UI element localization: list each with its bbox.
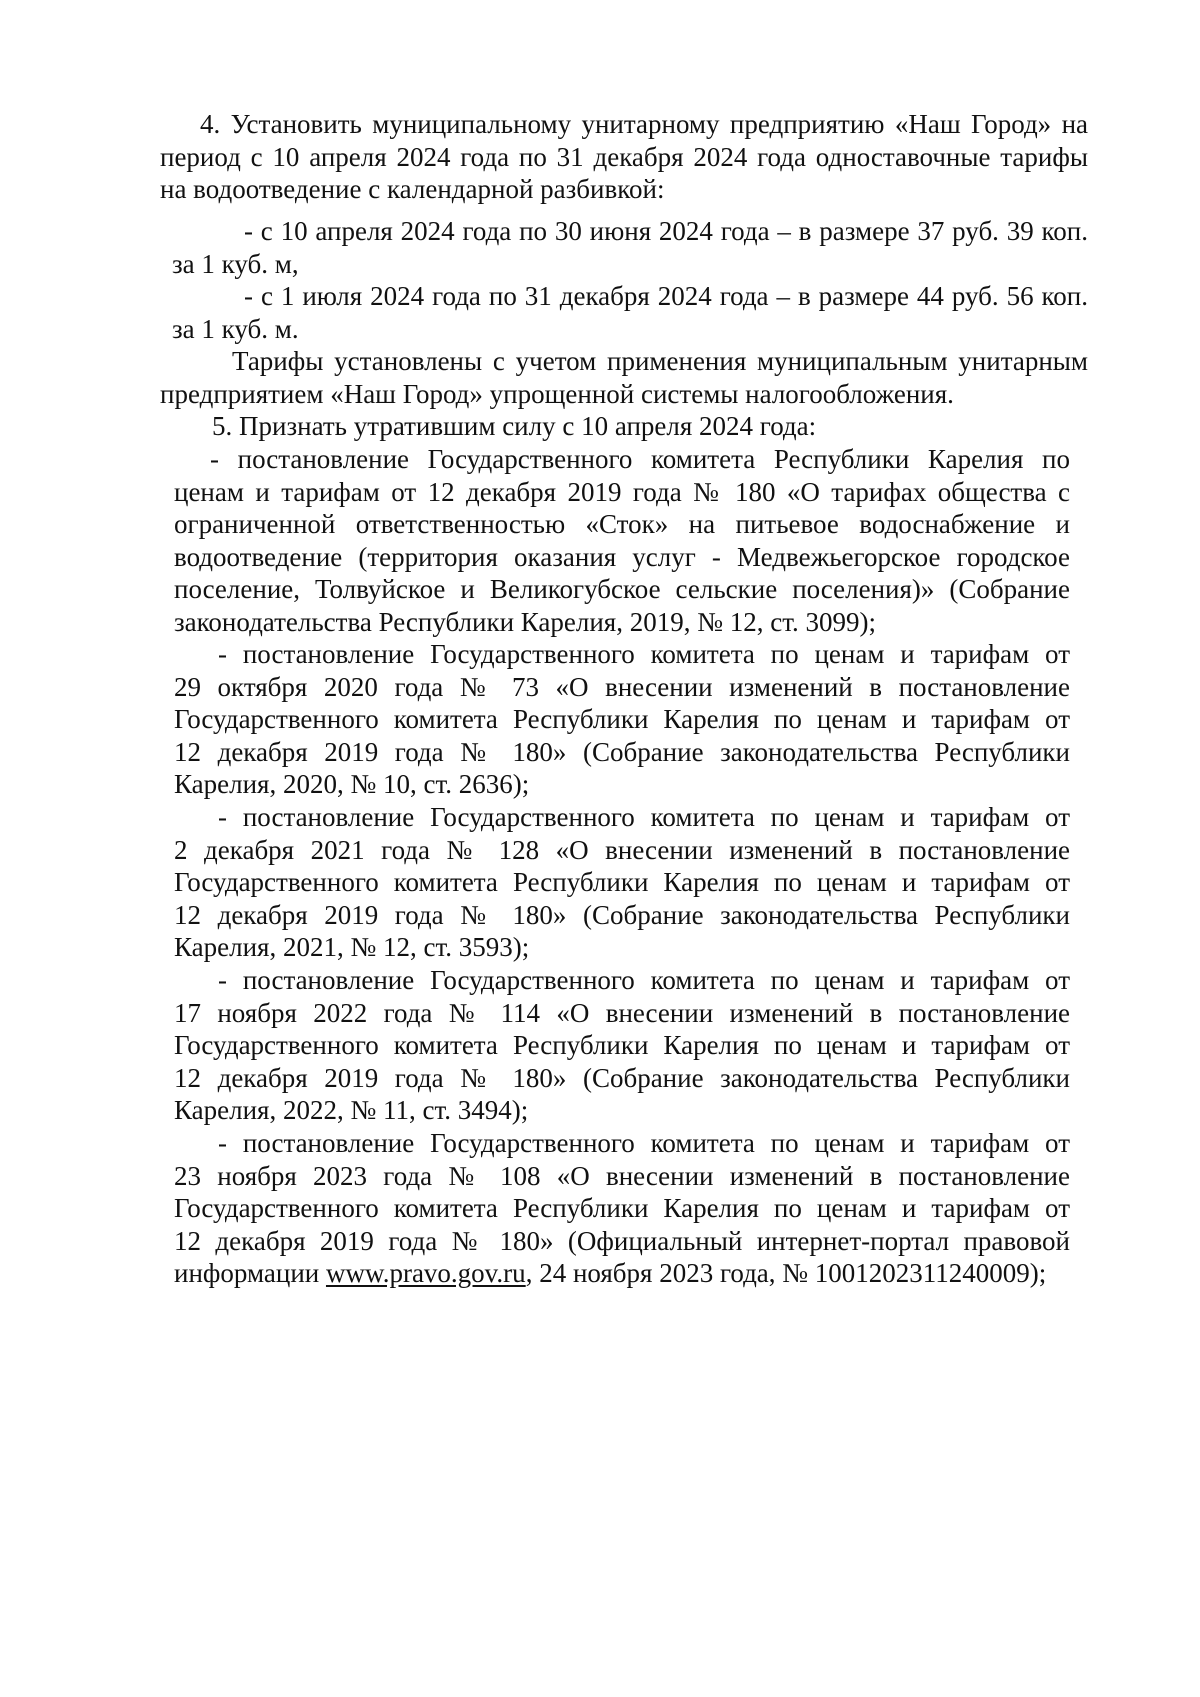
tariff-line: за 1 куб. м. bbox=[172, 313, 299, 344]
item-4-line: период с 10 апреля 2024 года по 31 декабря 2024 года одноставочные тарифы bbox=[160, 141, 1088, 172]
repealed-act-3 bbox=[174, 801, 1070, 964]
act-line: Государственного комитета Республики Карелия по ценам и тарифам от bbox=[174, 867, 1070, 897]
act-line: 12 декабря 2019 года № 180» (Официальный интернет-портал правовой bbox=[174, 1225, 1070, 1256]
act-line: законодательства Республики Карелия, 2019, № 12, ст. 3099); bbox=[174, 606, 876, 637]
act-line: Карелия, 2020, № 10, ст. 2636); bbox=[174, 769, 530, 799]
tax-system-note bbox=[160, 345, 1088, 410]
act-line: поселение, Толвуйское и Великогубское сельские поселения)» (Собрание bbox=[174, 574, 1070, 604]
act-line: - постановление Государственного комитета Республики Карелия по bbox=[210, 444, 1070, 474]
act-line: - постановление Государственного комитета по ценам и тарифам от bbox=[218, 802, 1070, 832]
note-line: Тарифы установлены с учетом применения муниципальным унитарным bbox=[232, 346, 1088, 376]
tariff-period-1 bbox=[172, 215, 1088, 280]
item-5-heading bbox=[212, 410, 1088, 443]
item-4-line: на водоотведение с календарной разбивкой: bbox=[160, 174, 665, 204]
act-line-suffix: , 24 ноября 2023 года, № 1001202311240009); bbox=[525, 1258, 1047, 1288]
act-line: 17 ноября 2022 года № 114 «О внесении изменений в постановление bbox=[174, 997, 1070, 1028]
act-line: Государственного комитета Республики Карелия по ценам и тарифам от bbox=[174, 1030, 1070, 1060]
act-line: ценам и тарифам от 12 декабря 2019 года № 180 «О тарифах общества с bbox=[174, 476, 1070, 507]
act-line: 12 декабря 2019 года № 180» (Собрание законодательства Республики bbox=[174, 736, 1070, 767]
item-4-line: 4. Установить муниципальному унитарному предприятию «Наш Город» на bbox=[200, 109, 1088, 139]
act-line: Государственного комитета Республики Карелия по ценам и тарифам от bbox=[174, 704, 1070, 734]
repealed-act-1 bbox=[174, 443, 1070, 638]
act-line-prefix: информации bbox=[174, 1258, 326, 1288]
act-line: Карелия, 2021, № 12, ст. 3593); bbox=[174, 932, 530, 962]
pravo-portal-link[interactable]: www.pravo.gov.ru bbox=[325, 1258, 526, 1288]
act-line: - постановление Государственного комитета по ценам и тарифам от bbox=[218, 965, 1070, 995]
item-4-paragraph bbox=[160, 108, 1088, 206]
act-line: - постановление Государственного комитета по ценам и тарифам от bbox=[218, 639, 1070, 669]
act-line-with-link bbox=[174, 1257, 1070, 1290]
act-line: Карелия, 2022, № 11, ст. 3494); bbox=[174, 1095, 529, 1125]
tariff-line: - с 1 июля 2024 года по 31 декабря 2024 года – в размере 44 руб. 56 коп. bbox=[244, 281, 1088, 311]
act-line: - постановление Государственного комитета по ценам и тарифам от bbox=[218, 1128, 1070, 1158]
repealed-act-5 bbox=[174, 1127, 1070, 1290]
tariff-period-2 bbox=[172, 280, 1088, 345]
tariff-line: за 1 куб. м, bbox=[172, 248, 299, 279]
act-line: 2 декабря 2021 года № 128 «О внесении изменений в постановление bbox=[174, 834, 1070, 865]
repealed-act-2 bbox=[174, 638, 1070, 801]
repealed-act-4 bbox=[174, 964, 1070, 1127]
act-line: 12 декабря 2019 года № 180» (Собрание законодательства Республики bbox=[174, 899, 1070, 930]
tariff-line: - с 10 апреля 2024 года по 30 июня 2024 года – в размере 37 руб. 39 коп. bbox=[244, 216, 1088, 246]
act-line: ограниченной ответственностью «Сток» на питьевое водоснабжение и bbox=[174, 509, 1070, 539]
act-line: 29 октября 2020 года № 73 «О внесении изменений в постановление bbox=[174, 671, 1070, 702]
item-5-heading-text: 5. Признать утратившим силу с 10 апреля 2024 года: bbox=[212, 411, 817, 441]
act-line: 23 ноября 2023 года № 108 «О внесении изменений в постановление bbox=[174, 1160, 1070, 1191]
act-line: 12 декабря 2019 года № 180» (Собрание законодательства Республики bbox=[174, 1062, 1070, 1093]
act-line: водоотведение (территория оказания услуг - Медвежьегорское городское bbox=[174, 541, 1070, 572]
note-line: предприятием «Наш Город» упрощенной системы налогообложения. bbox=[160, 378, 954, 409]
act-line: Государственного комитета Республики Карелия по ценам и тарифам от bbox=[174, 1193, 1070, 1223]
